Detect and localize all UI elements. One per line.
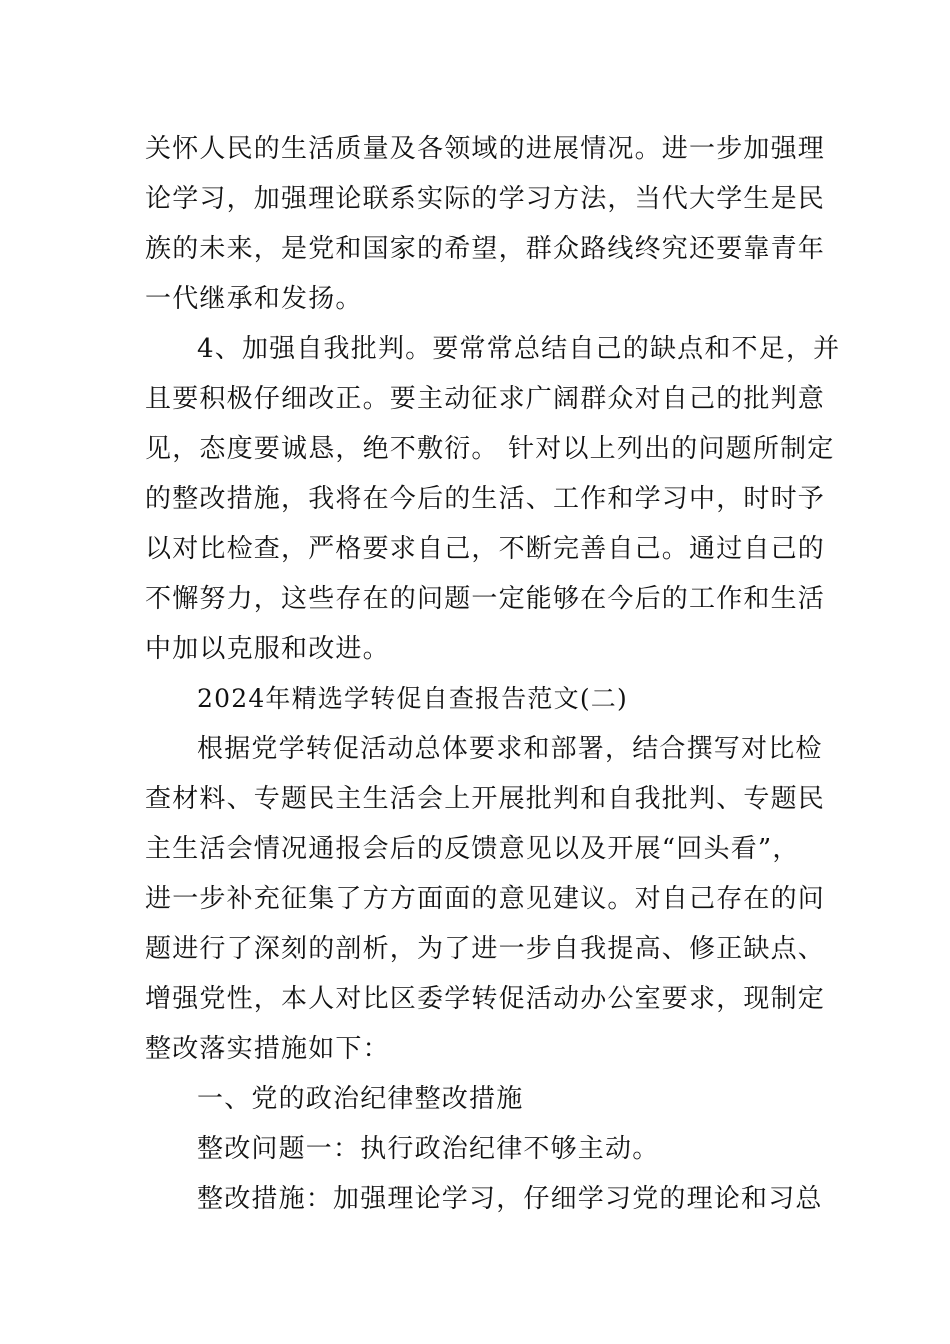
text-line: 主生活会情况通报会后的反馈意见以及开展“回头看”， bbox=[145, 834, 800, 864]
text-line: 且要积极仔细改正。要主动征求广阔群众对自己的批判意 bbox=[145, 384, 826, 414]
text-line: 4、加强自我批判。要常常总结自己的缺点和不足，并 bbox=[197, 334, 841, 364]
text-line: 中加以克服和改进。 bbox=[145, 634, 390, 664]
text-line: 进一步补充征集了方方面面的意见建议。对自己存在的问 bbox=[145, 884, 826, 914]
text-line: 增强党性，本人对比区委学转促活动办公室要求，现制定 bbox=[145, 984, 826, 1014]
text-line: 一代继承和发扬。 bbox=[145, 284, 363, 314]
text-line: 整改措施：加强理论学习，仔细学习党的理论和习总 bbox=[197, 1184, 823, 1214]
text-line: 以对比检查，严格要求自己，不断完善自己。通过自己的 bbox=[145, 534, 826, 564]
subsection-heading: 一、党的政治纪律整改措施 bbox=[197, 1084, 524, 1114]
section-title: 2024年精选学转促自查报告范文(二) bbox=[197, 684, 628, 713]
text-line: 论学习，加强理论联系实际的学习方法，当代大学生是民 bbox=[145, 184, 826, 214]
text-line: 题进行了深刻的剖析，为了进一步自我提高、修正缺点、 bbox=[145, 934, 826, 964]
text-line: 根据党学转促活动总体要求和部署，结合撰写对比检 bbox=[197, 734, 823, 764]
text-line: 整改落实措施如下： bbox=[145, 1034, 390, 1064]
text-line: 不懈努力，这些存在的问题一定能够在今后的工作和生活 bbox=[145, 584, 826, 614]
text-line: 整改问题一：执行政治纪律不够主动。 bbox=[197, 1134, 660, 1164]
text-line: 族的未来，是党和国家的希望，群众路线终究还要靠青年 bbox=[145, 234, 826, 264]
text-line: 查材料、专题民主生活会上开展批判和自我批判、专题民 bbox=[145, 784, 826, 814]
text-line: 见，态度要诚恳，绝不敷衍。 针对以上列出的问题所制定 bbox=[145, 434, 835, 464]
text-line: 的整改措施，我将在今后的生活、工作和学习中，时时予 bbox=[145, 484, 826, 514]
text-line: 关怀人民的生活质量及各领域的进展情况。进一步加强理 bbox=[145, 134, 826, 164]
